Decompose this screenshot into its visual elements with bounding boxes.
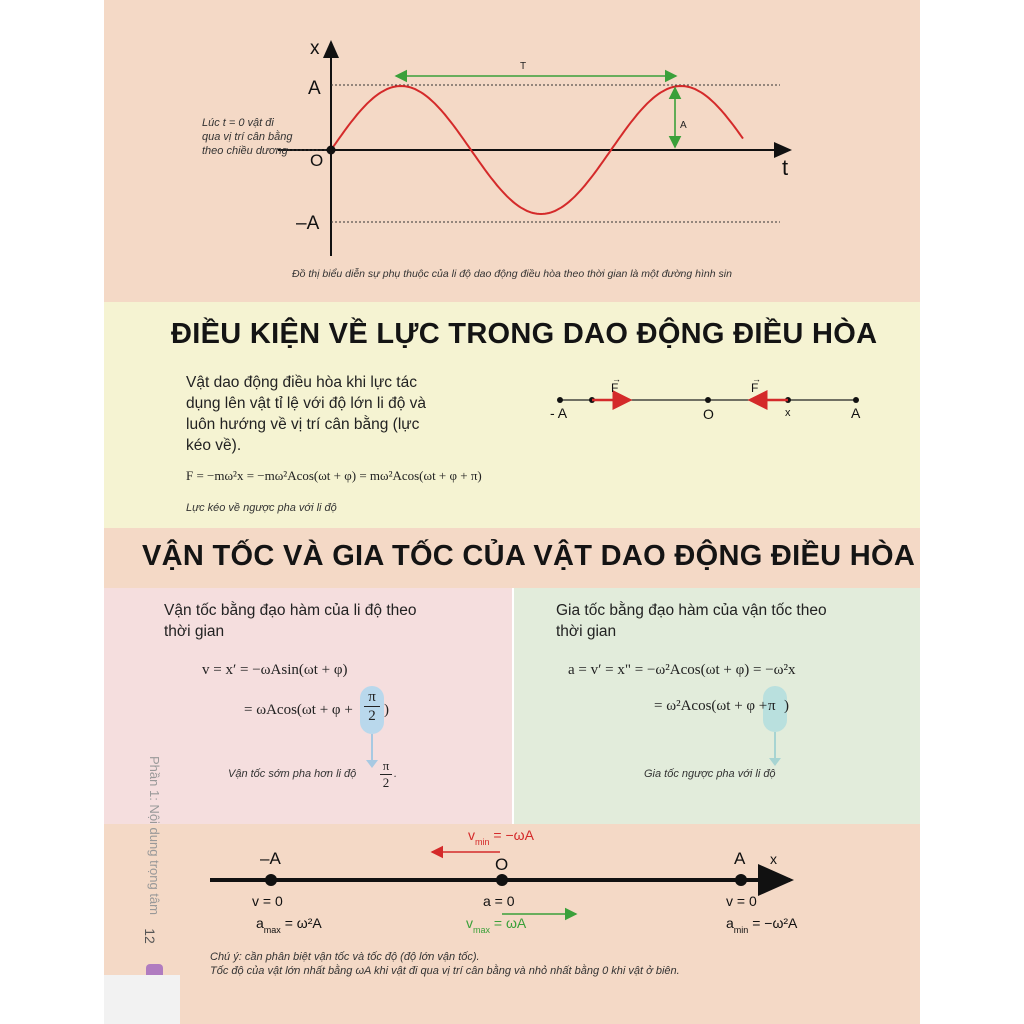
svg-text:→: → (752, 374, 761, 384)
motion-O: O (495, 855, 509, 874)
bottom-note: Chú ý: cần phân biệt vận tốc và tốc độ (độ lớn vận tốc). Tốc độ của vật lớn nhất bằng ωA khi vật đi qua vị trí cân bằng và nhỏ nhất bằng 0 khi vật ở biên. (210, 951, 680, 977)
force-label-1: F (611, 381, 619, 395)
origin-dot (327, 146, 336, 155)
velocity-text: Vận tốc bằng đạo hàm của li độ theo thời gian (164, 602, 417, 640)
mid-a-label: a = 0 (483, 893, 515, 909)
svg-text:→: → (612, 374, 621, 384)
force-neg-A: - A (550, 405, 568, 421)
x-axis-label: x (310, 38, 320, 59)
label-neg-A: –A (296, 213, 320, 234)
force-formula: F = −mω²x = −mω²Acos(ωt + φ) = mω²Acos(ωt + φ + π) (186, 468, 482, 483)
amp-label: A (680, 120, 687, 131)
graph-note: Lúc t = 0 vật đi qua vị trí cân bằng theo chiều dương (202, 117, 293, 157)
graph-caption: Đồ thị biểu diễn sự phụ thuộc của li độ dao động điều hòa theo thời gian là một đường hình sin (292, 268, 732, 280)
velocity-heading-band (104, 528, 920, 588)
label-A: A (308, 78, 321, 99)
force-section (104, 302, 920, 528)
force-x: x (785, 407, 791, 419)
force-O: O (703, 406, 714, 422)
force-note: Lực kéo về ngược pha với li độ (186, 502, 337, 514)
velocity-note-fraction: π 2 (380, 758, 392, 791)
force-A: A (851, 405, 861, 421)
page (104, 0, 920, 1024)
acceleration-formula-2: = ω²Acos(ωt + φ + (654, 698, 768, 714)
vmin-label: $v_{min} = -\omega A$ (468, 827, 534, 847)
velocity-formula-1: v = x′ = −ωAsin(ωt + φ) (202, 662, 348, 678)
velocity-panel: Vận tốc bằng đạo hàm của li độ theo thời gian v = x′ = −ωAsin(ωt + φ) = ωAcos(ωt + φ + π 2 ) Vận tốc sớm pha hơn li độ π 2 . (104, 588, 512, 824)
acceleration-formula-1: a = v′ = x" = −ω²Acos(ωt + φ) = −ω²x (568, 662, 796, 678)
graph-section (104, 0, 920, 302)
label-O: O (310, 151, 324, 170)
period-label: T (520, 61, 527, 72)
left-a-label: $a_{max} = \omega^2A$ (256, 915, 322, 935)
velocity-fraction: π 2 (364, 688, 380, 725)
vmax-label: $v_{max} = \omega A$ (466, 915, 527, 935)
right-a-label: $a_{min} = -\omega^2A$ (726, 915, 798, 935)
right-v-label: v = 0 (726, 893, 757, 909)
left-v-label: v = 0 (252, 893, 283, 909)
force-label-2: F (751, 381, 759, 395)
acceleration-panel: Gia tốc bằng đạo hàm của vận tốc theo thời gian a = v′ = x" = −ω²Acos(ωt + φ) = −ω²x = ω²Acos(ωt + φ + π ) Gia tốc ngược pha với li độ (514, 588, 920, 824)
force-text: Vật dao động điều hòa khi lực tác dụng lên vật tỉ lệ với độ lớn li độ và luôn hướng về vị trí cân bằng (lực kéo về). (186, 374, 427, 454)
velocity-title: VẬN TỐC VÀ GIA TỐC CỦA VẬT DAO ĐỘNG ĐIỀU HÒA (142, 540, 916, 572)
acceleration-down-arrow (765, 732, 785, 772)
motion-neg-A: –A (260, 849, 281, 868)
velocity-note: Vận tốc sớm pha hơn li độ (228, 768, 357, 780)
motion-diagram (104, 824, 920, 954)
force-title: ĐIỀU KIỆN VỀ LỰC TRONG DAO ĐỘNG ĐIỀU HÒA (171, 318, 878, 350)
corner-block (104, 975, 180, 1024)
velocity-down-arrow (362, 734, 382, 774)
velocity-formula-2: = ωAcos(ωt + φ + (244, 702, 353, 718)
motion-A: A (734, 849, 746, 868)
motion-x: x (770, 851, 777, 867)
t-axis-label: t (782, 155, 789, 180)
force-diagram (550, 374, 880, 434)
side-label: Phần 1: Nội dung trọng tâm (147, 756, 162, 915)
page-number: 12 (141, 928, 158, 944)
acceleration-text: Gia tốc bằng đạo hàm của vận tốc theo thời gian (556, 602, 827, 640)
motion-diagram-section (104, 824, 920, 1024)
acceleration-note: Gia tốc ngược pha với li độ (644, 768, 776, 780)
